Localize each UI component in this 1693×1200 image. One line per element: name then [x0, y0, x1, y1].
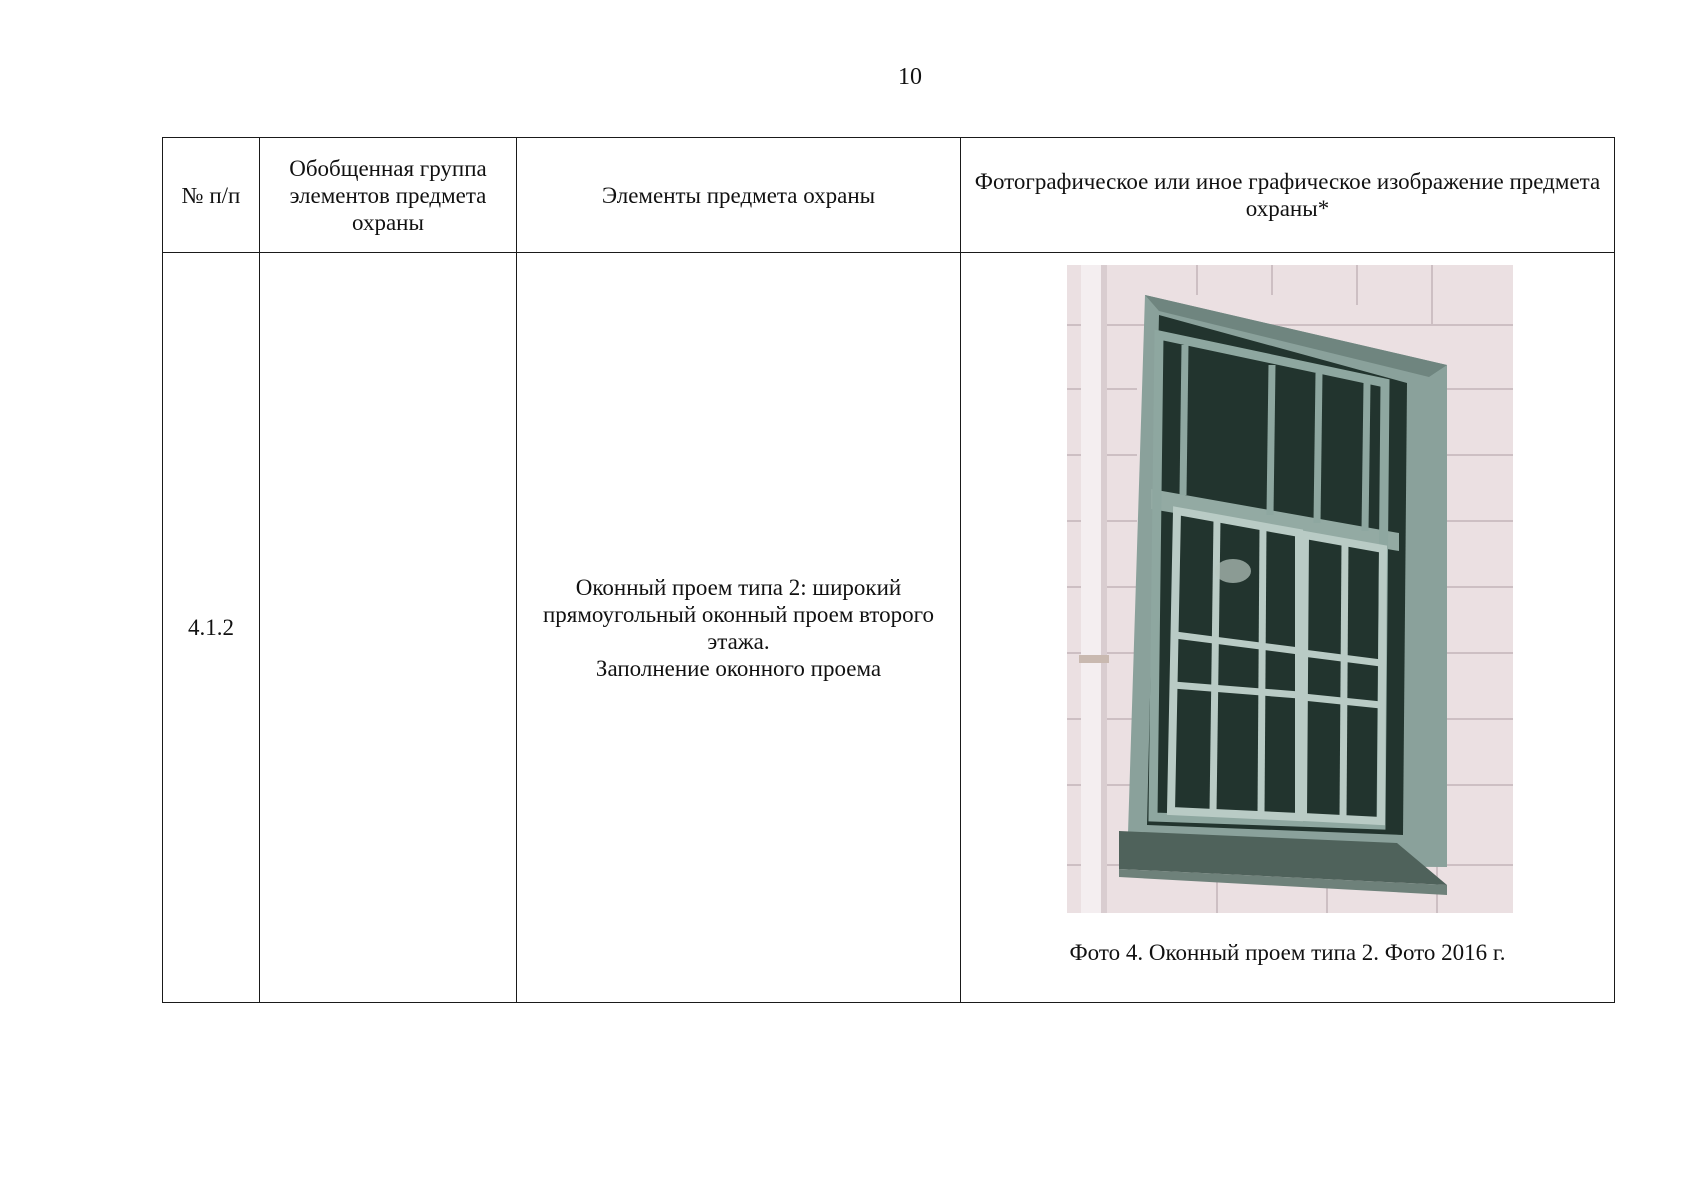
row-photo-cell: [961, 253, 1615, 1003]
elements-line: прямоугольный оконный проем второго: [542, 601, 935, 627]
window-photo: [1067, 265, 1513, 913]
protection-items-table: [162, 137, 1615, 1003]
elements-line: этажа.: [707, 628, 770, 654]
header-image: Фотографическое или иное графическое изображение предмета охраны*: [961, 138, 1615, 253]
page-number: 10: [898, 64, 922, 90]
elements-line: Заполнение оконного проема: [595, 655, 882, 681]
header-group: Обобщенная группа элементов предмета охраны: [260, 138, 517, 253]
table-row: [163, 253, 1615, 1003]
photo-caption: Фото 4. Оконный проем типа 2. Фото 2016 г.: [1069, 940, 1506, 965]
row-elements: [517, 253, 961, 1003]
header-number: № п/п: [163, 138, 260, 253]
table-header-row: [163, 138, 1615, 253]
row-number: 4.1.2: [163, 253, 260, 1003]
row-group: [260, 253, 517, 1003]
window-photo-image: [1067, 265, 1513, 913]
header-elements: Элементы предмета охраны: [517, 138, 961, 253]
elements-line: Оконный проем типа 2: широкий: [575, 574, 902, 600]
